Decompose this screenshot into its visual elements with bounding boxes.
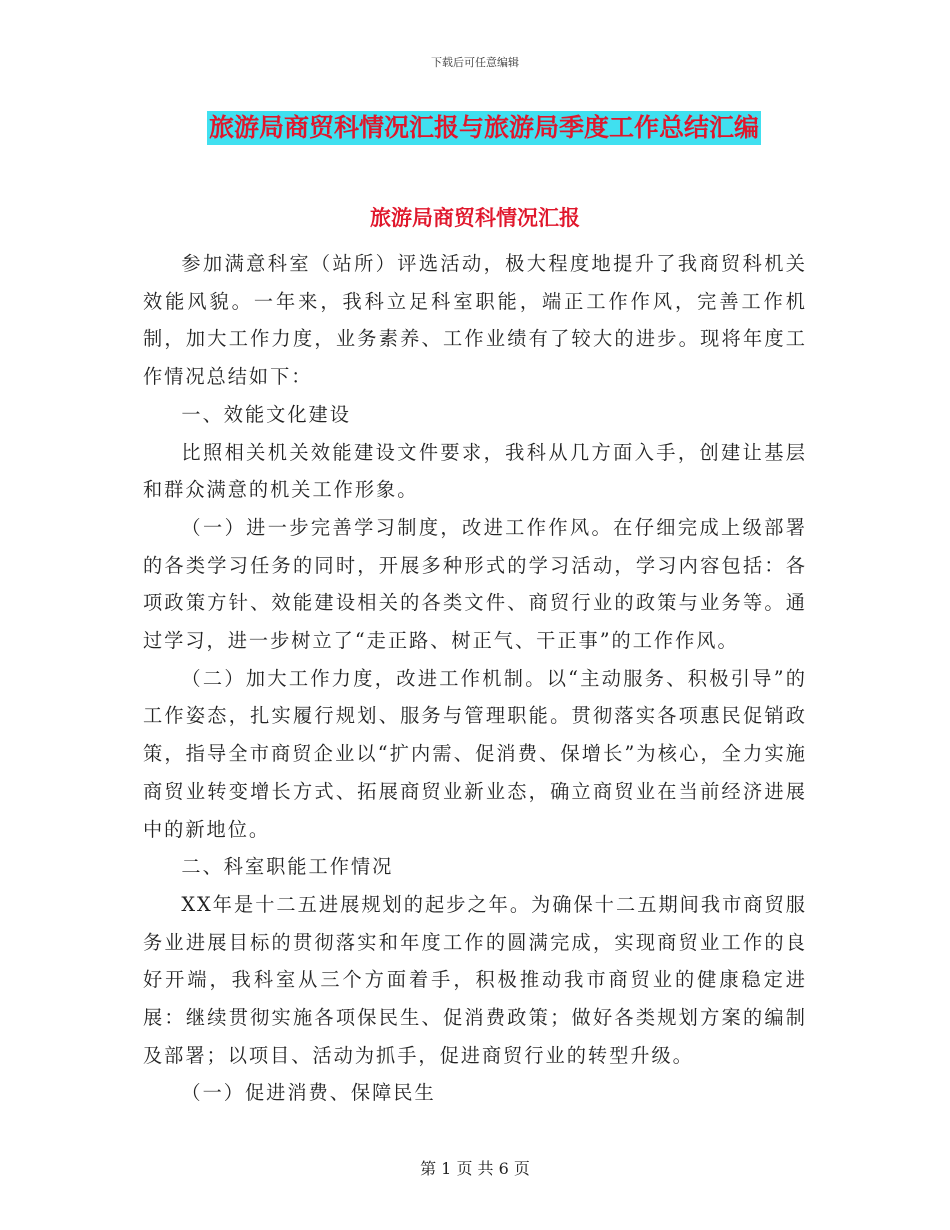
paragraph-five-year-plan: XX年是十二五进展规划的起步之年。为确保十二五期间我市商贸服务业进展目标的贯彻落实和年度工作的圆满完成，实现商贸业工作的良好开端，我科室从三个方面着手，积极推动我市商贸业的健康稳定进展：继续贯彻实施各项保民生、促消费政策；做好各类规划方案的编制及部署；以项目、活动为抓手，促进商贸行业的转型升级。: [143, 892, 807, 1067]
page-header-note: 下载后可任意编辑: [431, 56, 519, 69]
paragraph-intro: 参加满意科室（站所）评选活动，极大程度地提升了我商贸科机关效能风貌。一年来，我科立足科室职能，端正工作作风，完善工作机制，加大工作力度，业务素养、工作业绩有了较大的进步。现将年度工作情况总结如下：: [143, 252, 807, 389]
heading-office-functions: 二、科室职能工作情况: [181, 855, 394, 879]
section-title: 旅游局商贸科情况汇报: [370, 205, 580, 230]
paragraph-study-system: （一）进一步完善学习制度，改进工作作风。在仔细完成上级部署的各类学习任务的同时，开展多种形式的学习活动，学习内容包括：各项政策方针、效能建设相关的各类文件、商贸行业的政策与业务等。通过学习，进一步树立了“走正路、树正气、干正事”的工作作风。: [143, 515, 807, 653]
page-footer: 第 1 页 共 6 页: [420, 1159, 530, 1178]
paragraph-work-mechanism: （二）加大工作力度，改进工作机制。以“主动服务、积极引导”的工作姿态，扎实履行规划、服务与管理职能。贯彻落实各项惠民促销政策，指导全市商贸企业以“扩内需、促消费、保增长”为核心，全力实施商贸业转变增长方式、拓展商贸业新业态，确立商贸业在当前经济进展中的新地位。: [143, 666, 807, 841]
subheading-consumption: （一）促进消费、保障民生: [181, 1081, 436, 1105]
document-body: [143, 245, 807, 1112]
paragraph-efficiency: 比照相关机关效能建设文件要求，我科从几方面入手，创建让基层和群众满意的机关工作形象。: [143, 440, 807, 502]
document-title: 旅游局商贸科情况汇报与旅游局季度工作总结汇编: [207, 111, 761, 145]
heading-efficiency-culture: 一、效能文化建设: [181, 402, 351, 426]
